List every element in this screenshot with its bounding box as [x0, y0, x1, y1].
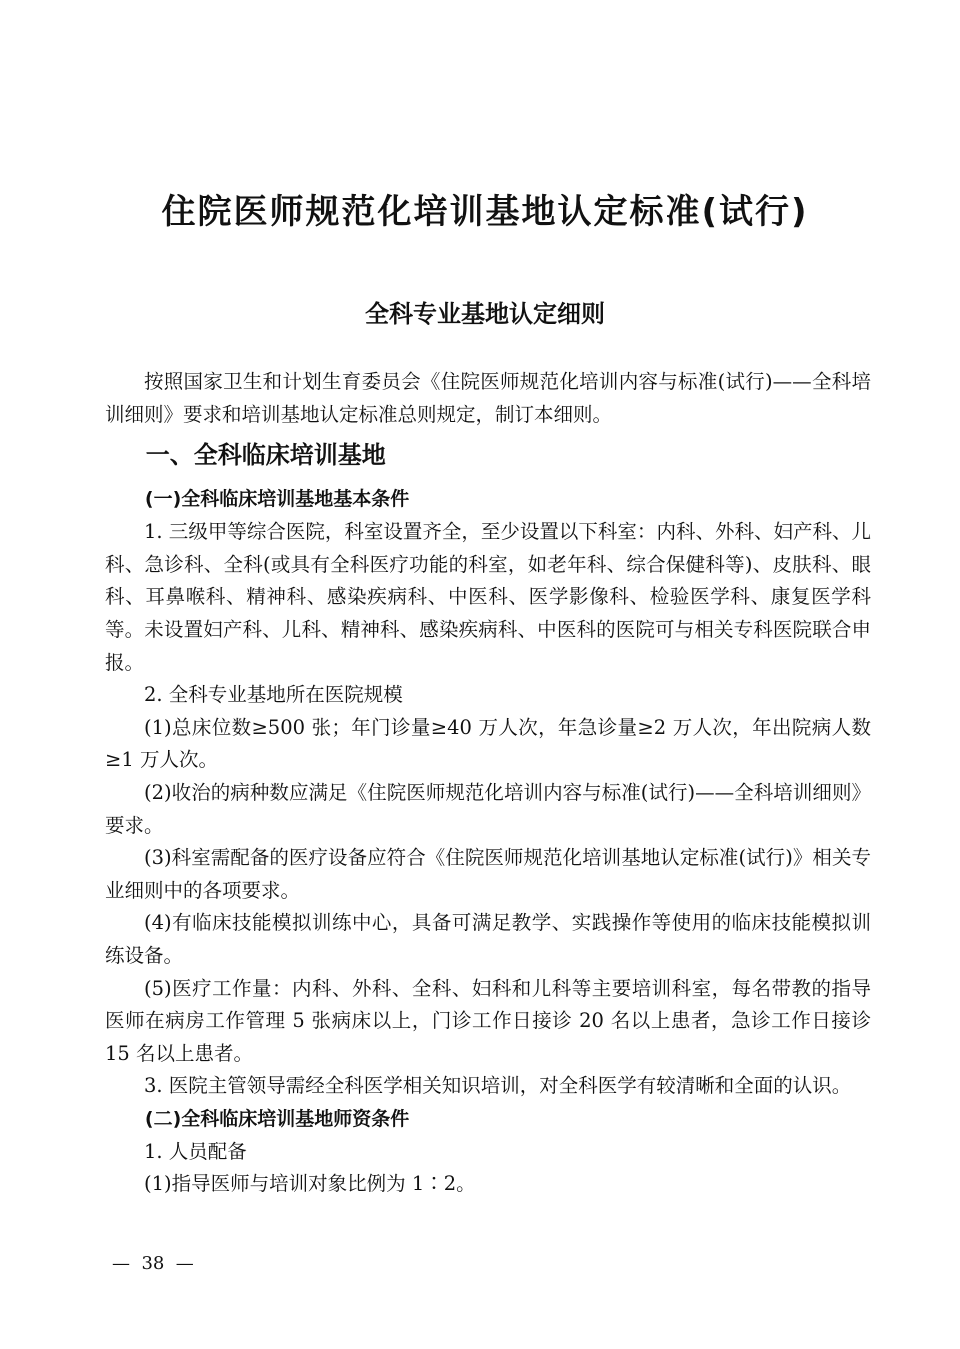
subsection-heading: (一)全科临床培训基地基本条件: [144, 488, 410, 511]
subsection-heading-2: (二)全科临床培训基地师资条件: [144, 1107, 410, 1130]
paragraph-item-2: 2. 全科专业基地所在医院规模: [144, 683, 403, 707]
paragraph-item-2-5: (5)医疗工作量：内科、外科、全科、妇科和儿科等主要培训科室，每名带教的指导医师在病房工作管理 5 张病床以上，门诊工作日接诊 20 名以上患者，急诊工作日接诊 15 名以上患者。: [105, 976, 871, 1065]
page-number: — 38 —: [112, 1253, 194, 1274]
paragraph-staffing-ratio: (1)指导医师与培训对象比例为 1∶2。: [144, 1172, 476, 1196]
paragraph-item-2-1: (1)总床位数≥500 张；年门诊量≥40 万人次，年急诊量≥2 万人次，年出院病人数≥1 万人次。: [105, 715, 871, 772]
section-heading: 一、全科临床培训基地: [145, 441, 386, 470]
paragraph-item-1: 1. 三级甲等综合医院，科室设置齐全，至少设置以下科室：内科、外科、妇产科、儿科、急诊科、全科(或具有全科医疗功能的科室，如老年科、综合保健科等)、皮肤科、眼科、耳鼻喉科、精神科、感染疾病科、中医科、医学影像科、检验医学科、康复医学科等。未设置妇产科、儿科、精神科、感染疾病科、中医科的医院可与相关专科医院联合申报。: [105, 520, 871, 674]
paragraph-item-2-3: (3)科室需配备的医疗设备应符合《住院医师规范化培训基地认定标准(试行)》相关专业细则中的各项要求。: [105, 846, 871, 902]
paragraph-staffing: 1. 人员配备: [144, 1139, 247, 1163]
paragraph-item-2-4: (4)有临床技能模拟训练中心，具备可满足教学、实践操作等使用的临床技能模拟训练设备。: [105, 911, 871, 967]
intro-paragraph: 按照国家卫生和计划生育委员会《住院医师规范化培训内容与标准(试行)——全科培训细则》要求和培训基地认定标准总则规定，制订本细则。: [105, 370, 871, 426]
document-body: [105, 366, 871, 1201]
document-title: 住院医师规范化培训基地认定标准(试行): [161, 192, 809, 232]
paragraph-item-3: 3. 医院主管领导需经全科医学相关知识培训，对全科医学有较清晰和全面的认识。: [144, 1074, 852, 1098]
document-subtitle: 全科专业基地认定细则: [365, 300, 605, 328]
paragraph-item-2-2: (2)收治的病种数应满足《住院医师规范化培训内容与标准(试行)——全科培训细则》要求。: [105, 780, 871, 837]
